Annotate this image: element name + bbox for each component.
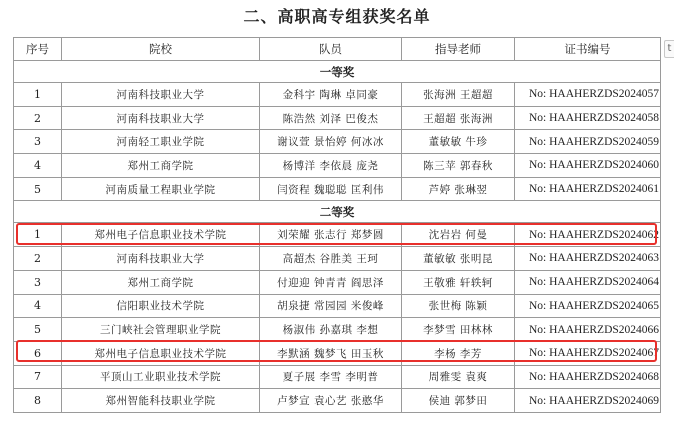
cell-school: 郑州电子信息职业技术学院 (62, 223, 260, 247)
table-row (14, 365, 661, 389)
cell-cert: No: HAAHERZDS2024065 (515, 294, 661, 318)
cell-cert: No: HAAHERZDS2024057 (515, 83, 661, 107)
highlight-box-row-1 (16, 223, 657, 245)
cell-index: 3 (14, 130, 62, 154)
cell-teacher: 张海洲 王超超 (402, 83, 515, 107)
header-team: 队员 (260, 38, 402, 61)
section-label: 一等奖 (14, 61, 661, 83)
cell-teacher: 李梦雪 田林林 (402, 318, 515, 342)
cell-cert: No: HAAHERZDS2024060 (515, 154, 661, 178)
cell-index: 4 (14, 154, 62, 178)
section-row-second-prize (14, 201, 661, 223)
table-row (14, 130, 661, 154)
cell-team: 杨淑伟 孙嘉琪 李想 (260, 318, 402, 342)
cell-teacher: 沈岩岩 何曼 (402, 223, 515, 247)
cell-teacher: 侯迪 郭梦田 (402, 389, 515, 413)
cell-team: 刘荣耀 张志行 郑梦圆 (260, 223, 402, 247)
cell-index: 6 (14, 341, 62, 365)
cell-index: 7 (14, 365, 62, 389)
section-row-first-prize (14, 61, 661, 83)
cell-team: 高超杰 谷胜美 王珂 (260, 247, 402, 271)
header-teacher: 指导老师 (402, 38, 515, 61)
cell-team: 付迎迎 钟青青 阎思泽 (260, 270, 402, 294)
cell-school: 郑州智能科技职业学院 (62, 389, 260, 413)
cell-school: 郑州工商学院 (62, 154, 260, 178)
cell-school: 郑州电子信息职业技术学院 (62, 341, 260, 365)
cell-teacher: 王超超 张海洲 (402, 106, 515, 130)
cell-team: 谢议萱 景怡婷 何冰冰 (260, 130, 402, 154)
highlight-box-row-6 (16, 340, 657, 362)
header-cert: 证书编号 (515, 38, 661, 61)
cell-index: 3 (14, 270, 62, 294)
cell-team: 闫资程 魏聪聪 匡利伟 (260, 177, 402, 201)
cell-team: 胡泉捷 常园园 米俊峰 (260, 294, 402, 318)
cell-school: 河南质量工程职业学院 (62, 177, 260, 201)
cell-index: 4 (14, 294, 62, 318)
cell-index: 5 (14, 177, 62, 201)
cell-index: 5 (14, 318, 62, 342)
cell-teacher: 李杨 李芳 (402, 341, 515, 365)
cell-cert: No: HAAHERZDS2024058 (515, 106, 661, 130)
cell-cert: No: HAAHERZDS2024068 (515, 365, 661, 389)
cell-team: 夏子展 李雪 李明普 (260, 365, 402, 389)
cell-teacher: 董敏敏 牛珍 (402, 130, 515, 154)
cell-school: 河南科技职业大学 (62, 106, 260, 130)
cell-team: 陈浩然 刘泽 巴俊杰 (260, 106, 402, 130)
cell-index: 8 (14, 389, 62, 413)
table-row (14, 247, 661, 271)
table-row (14, 83, 661, 107)
cell-school: 三门峡社会管理职业学院 (62, 318, 260, 342)
cell-cert: No: HAAHERZDS2024061 (515, 177, 661, 201)
table-row (14, 270, 661, 294)
table-row (14, 389, 661, 413)
cell-team: 金科宇 陶琳 卓同豪 (260, 83, 402, 107)
table-row (14, 154, 661, 178)
side-tab-icon[interactable]: t (664, 40, 674, 58)
cell-teacher: 王敬雅 轩轶轲 (402, 270, 515, 294)
cell-team: 卢梦宣 袁心艺 张憨华 (260, 389, 402, 413)
cell-teacher: 董敏敏 张明昆 (402, 247, 515, 271)
cell-cert: No: HAAHERZDS2024062 (515, 223, 661, 247)
table-row (14, 318, 661, 342)
table-row (14, 106, 661, 130)
section-label: 二等奖 (14, 201, 661, 223)
cell-team: 李默涵 魏梦飞 田玉秋 (260, 341, 402, 365)
cell-school: 平顶山工业职业技术学院 (62, 365, 260, 389)
table-row (14, 177, 661, 201)
cell-school: 郑州工商学院 (62, 270, 260, 294)
cell-teacher: 张世梅 陈颖 (402, 294, 515, 318)
header-school: 院校 (62, 38, 260, 61)
cell-index: 1 (14, 223, 62, 247)
table-row (14, 294, 661, 318)
cell-cert: No: HAAHERZDS2024059 (515, 130, 661, 154)
cell-school: 河南科技职业大学 (62, 83, 260, 107)
header-row (14, 38, 661, 61)
cell-cert: No: HAAHERZDS2024063 (515, 247, 661, 271)
cell-school: 信阳职业技术学院 (62, 294, 260, 318)
cell-teacher: 陈三苹 郭春秋 (402, 154, 515, 178)
cell-team: 杨博洋 李依晨 庞尧 (260, 154, 402, 178)
cell-index: 1 (14, 83, 62, 107)
cell-index: 2 (14, 106, 62, 130)
header-index: 序号 (14, 38, 62, 61)
cell-index: 2 (14, 247, 62, 271)
cell-cert: No: HAAHERZDS2024067 (515, 341, 661, 365)
cell-teacher: 芦婷 张琳翌 (402, 177, 515, 201)
cell-school: 河南科技职业大学 (62, 247, 260, 271)
cell-cert: No: HAAHERZDS2024064 (515, 270, 661, 294)
cell-school: 河南轻工职业学院 (62, 130, 260, 154)
page-title: 二、高职高专组获奖名单 (243, 7, 431, 26)
cell-teacher: 周雅雯 袁爽 (402, 365, 515, 389)
cell-cert: No: HAAHERZDS2024066 (515, 318, 661, 342)
cell-cert: No: HAAHERZDS2024069 (515, 389, 661, 413)
